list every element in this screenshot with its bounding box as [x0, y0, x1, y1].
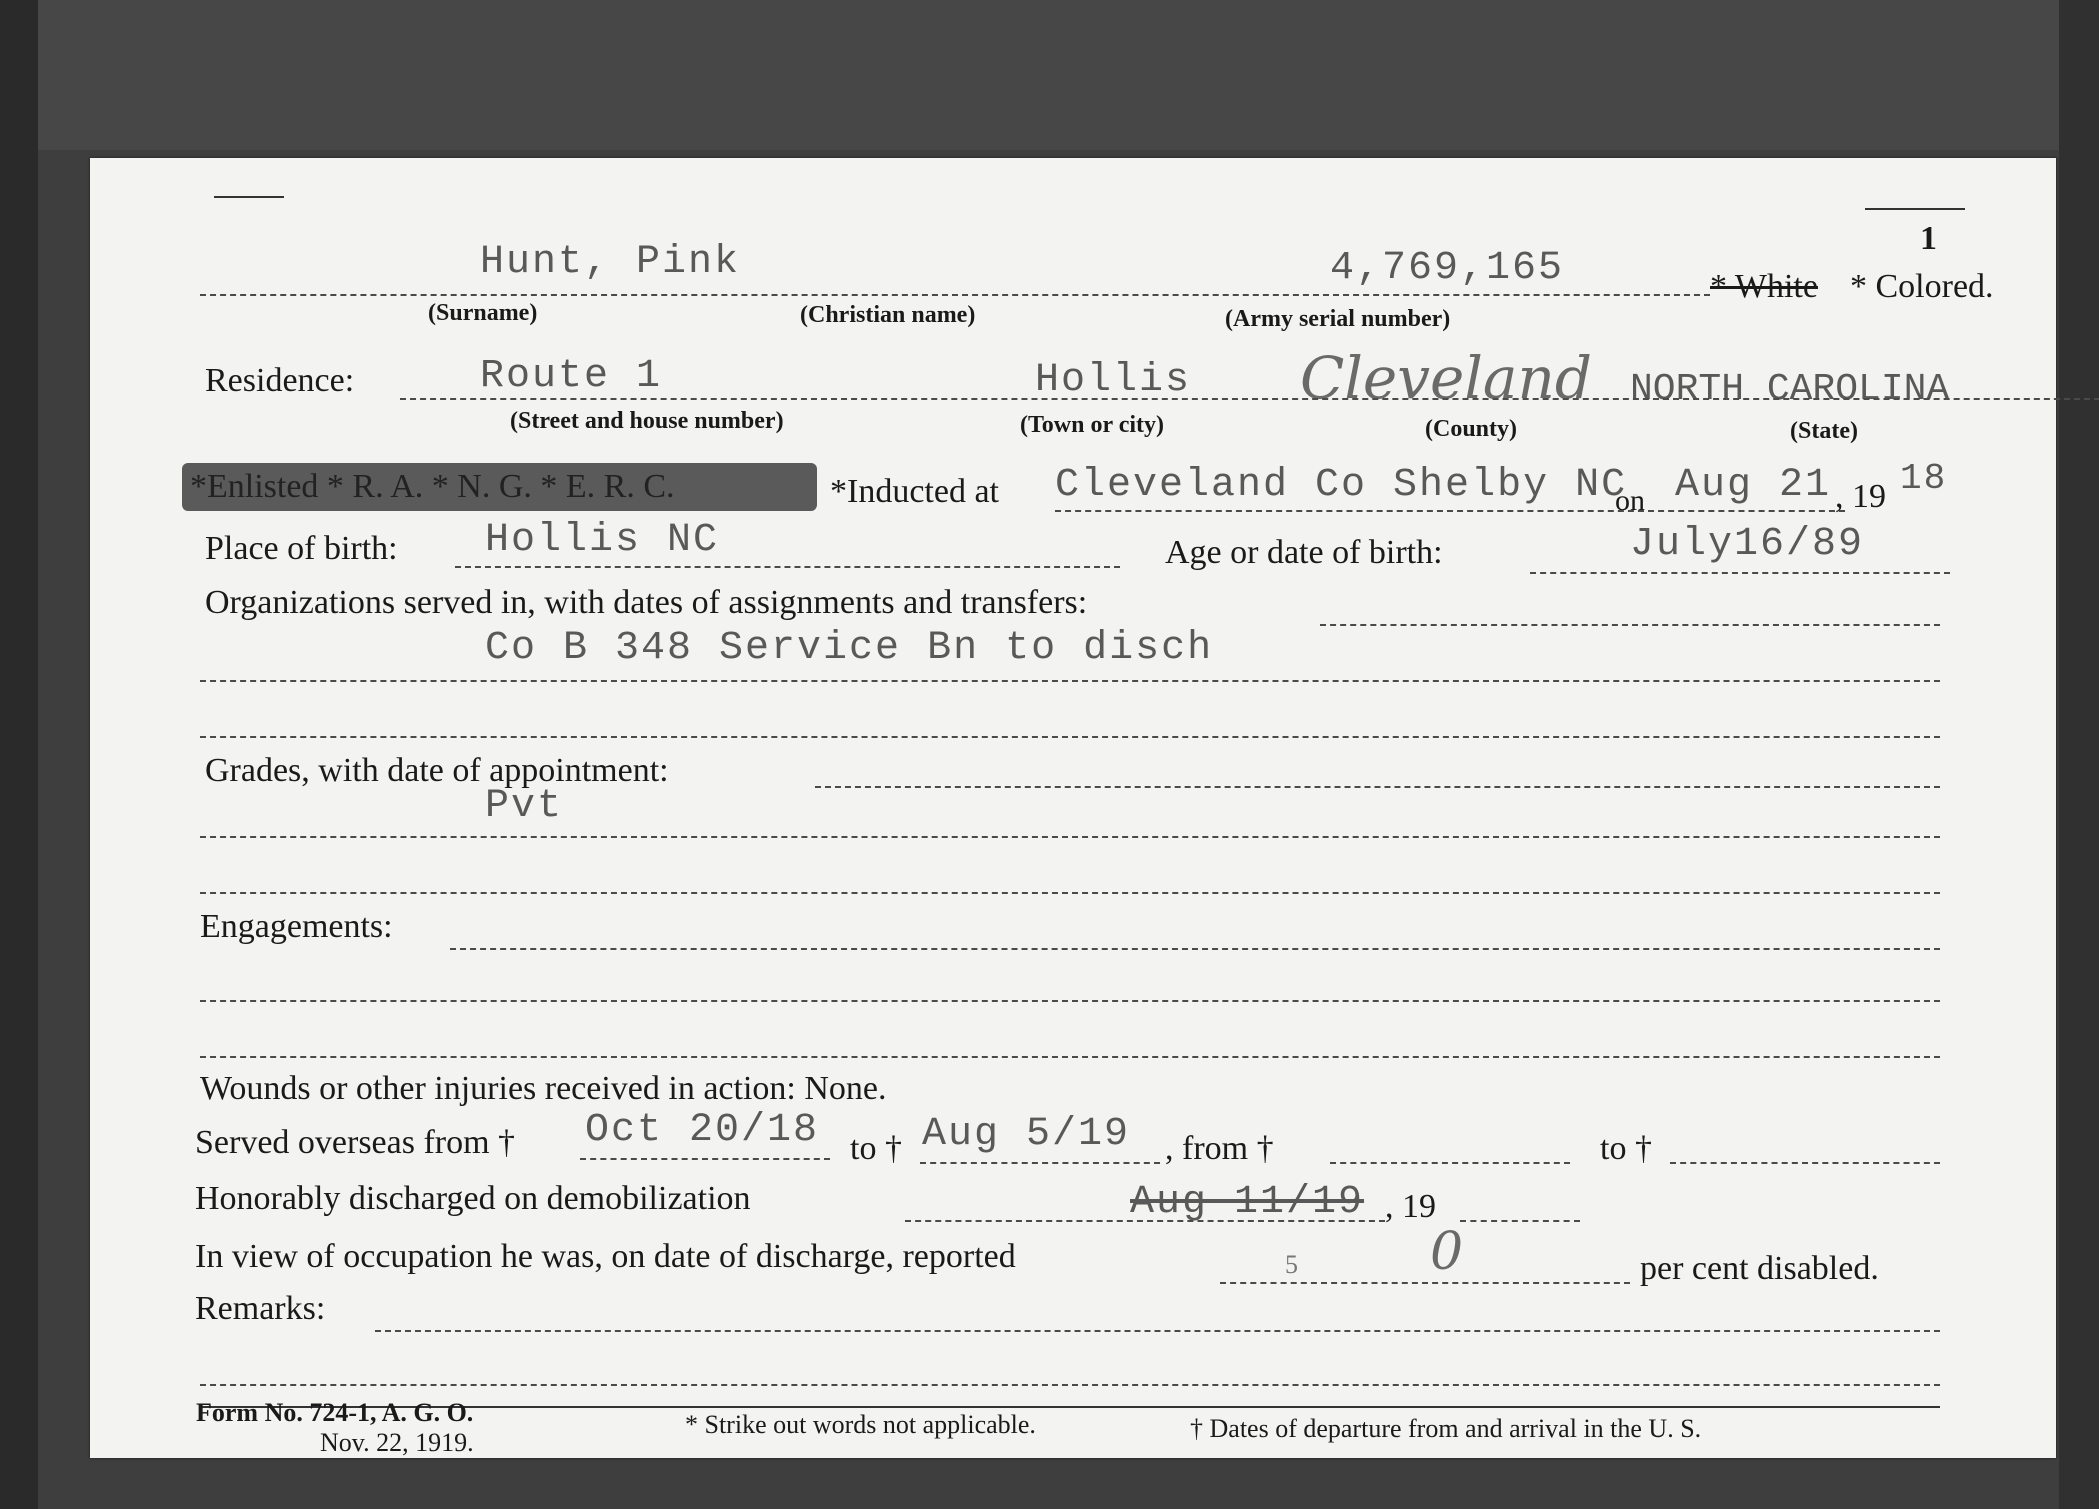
grades-line-3: [200, 892, 1940, 894]
wounds-label: Wounds or other injuries received in action: None.: [200, 1070, 887, 1107]
organizations-line-2: [200, 680, 1940, 682]
inducted-at-value: Cleveland Co Shelby NC: [1055, 463, 1628, 508]
overseas-to-line: [920, 1162, 1160, 1164]
residence-county-value: Cleveland: [1300, 344, 1592, 412]
christian-name-caption: (Christian name): [800, 302, 976, 328]
corner-rule-right: [1865, 208, 1965, 210]
engagements-line-1: [450, 948, 1940, 950]
background-left: [0, 0, 38, 1509]
background-top: [0, 0, 2099, 150]
inducted-on-value: Aug 21: [1675, 463, 1832, 508]
per-cent-label: per cent disabled.: [1640, 1250, 1879, 1287]
place-of-birth-line: [455, 566, 1120, 568]
remarks-line-1: [375, 1330, 1940, 1332]
race-colored: * Colored.: [1850, 268, 1994, 305]
county-caption: (County): [1425, 416, 1518, 442]
year-prefix: , 19: [1835, 478, 1886, 515]
form-number: Form No. 724-1, A. G. O.: [196, 1398, 474, 1427]
disabled-crossed-value: 5: [1285, 1250, 1298, 1279]
discharged-value: Aug 11/19: [1130, 1180, 1365, 1225]
overseas-to2-line: [1670, 1162, 1940, 1164]
organizations-line-1: [1320, 624, 1940, 626]
residence-street-value: Route 1: [480, 354, 663, 399]
inducted-at-label: *Inducted at: [830, 473, 999, 510]
date-of-birth-value: July16/89: [1630, 522, 1865, 567]
state-caption: (State): [1790, 418, 1858, 444]
served-overseas-label: Served overseas from †: [195, 1124, 516, 1161]
grades-line-1: [815, 786, 1940, 788]
strike-note: * Strike out words not applicable.: [685, 1410, 1036, 1439]
race-white: * White: [1710, 268, 1818, 305]
remarks-line-2: [200, 1384, 1940, 1386]
age-dob-line: [1530, 572, 1950, 574]
year-prefix-2: , 19: [1385, 1188, 1436, 1225]
organizations-value: Co B 348 Service Bn to disch: [485, 626, 1214, 671]
inducted-line: [1055, 510, 1845, 512]
engagements-line-3: [200, 1056, 1940, 1058]
residence-label: Residence:: [205, 362, 355, 399]
inducted-year-value: 18: [1900, 458, 1948, 499]
grades-value: Pvt: [485, 784, 564, 829]
surname-caption: (Surname): [428, 300, 538, 326]
name-line: [200, 294, 1710, 296]
organizations-label: Organizations served in, with dates of assignments and transfers:: [205, 584, 1088, 621]
overseas-to2-label: to †: [1600, 1130, 1652, 1167]
overseas-from2-label: , from †: [1165, 1130, 1274, 1167]
background-right: [2059, 0, 2099, 1509]
street-caption: (Street and house number): [510, 408, 784, 434]
place-of-birth-value: Hollis NC: [485, 518, 720, 563]
overseas-from-line: [580, 1158, 830, 1160]
serial-number-value: 4,769,165: [1330, 246, 1565, 291]
corner-rule: [214, 196, 284, 198]
grades-label: Grades, with date of appointment:: [205, 752, 669, 789]
disabled-percent-value: 0: [1430, 1222, 1464, 1282]
overseas-to-label: to †: [850, 1130, 902, 1167]
remarks-label: Remarks:: [195, 1290, 326, 1327]
on-label: on: [1615, 484, 1645, 517]
engagements-label: Engagements:: [200, 908, 393, 945]
organizations-line-3: [200, 736, 1940, 738]
discharged-line: [905, 1220, 1385, 1222]
grades-line-2: [200, 836, 1940, 838]
overseas-to-value: Aug 5/19: [922, 1112, 1131, 1157]
residence-state-value: NORTH CAROLINA: [1630, 368, 1950, 411]
card-number: 1: [1920, 220, 1937, 257]
place-of-birth-label: Place of birth:: [205, 530, 398, 567]
form-date: Nov. 22, 1919.: [320, 1428, 474, 1457]
residence-line: [400, 398, 2099, 400]
surname-christian-value: Hunt, Pink: [480, 240, 741, 285]
occupation-label: In view of occupation he was, on date of discharge, reported: [195, 1238, 1016, 1275]
record-card: [90, 158, 2056, 1458]
army-serial-caption: (Army serial number): [1225, 306, 1451, 332]
honorably-label: Honorably discharged on demobilization: [195, 1180, 751, 1217]
age-dob-label: Age or date of birth:: [1165, 534, 1443, 571]
year-line-2: [1460, 1220, 1580, 1222]
enlisted-options: *Enlisted * R. A. * N. G. * E. R. C.: [190, 468, 675, 505]
overseas-from-value: Oct 20/18: [585, 1108, 820, 1153]
disabled-line: [1220, 1282, 1630, 1284]
residence-town-value: Hollis: [1035, 358, 1192, 403]
overseas-from2-line: [1330, 1162, 1570, 1164]
engagements-line-2: [200, 1000, 1940, 1002]
town-caption: (Town or city): [1020, 412, 1164, 438]
dates-note: † Dates of departure from and arrival in the U. S.: [1190, 1414, 1702, 1443]
